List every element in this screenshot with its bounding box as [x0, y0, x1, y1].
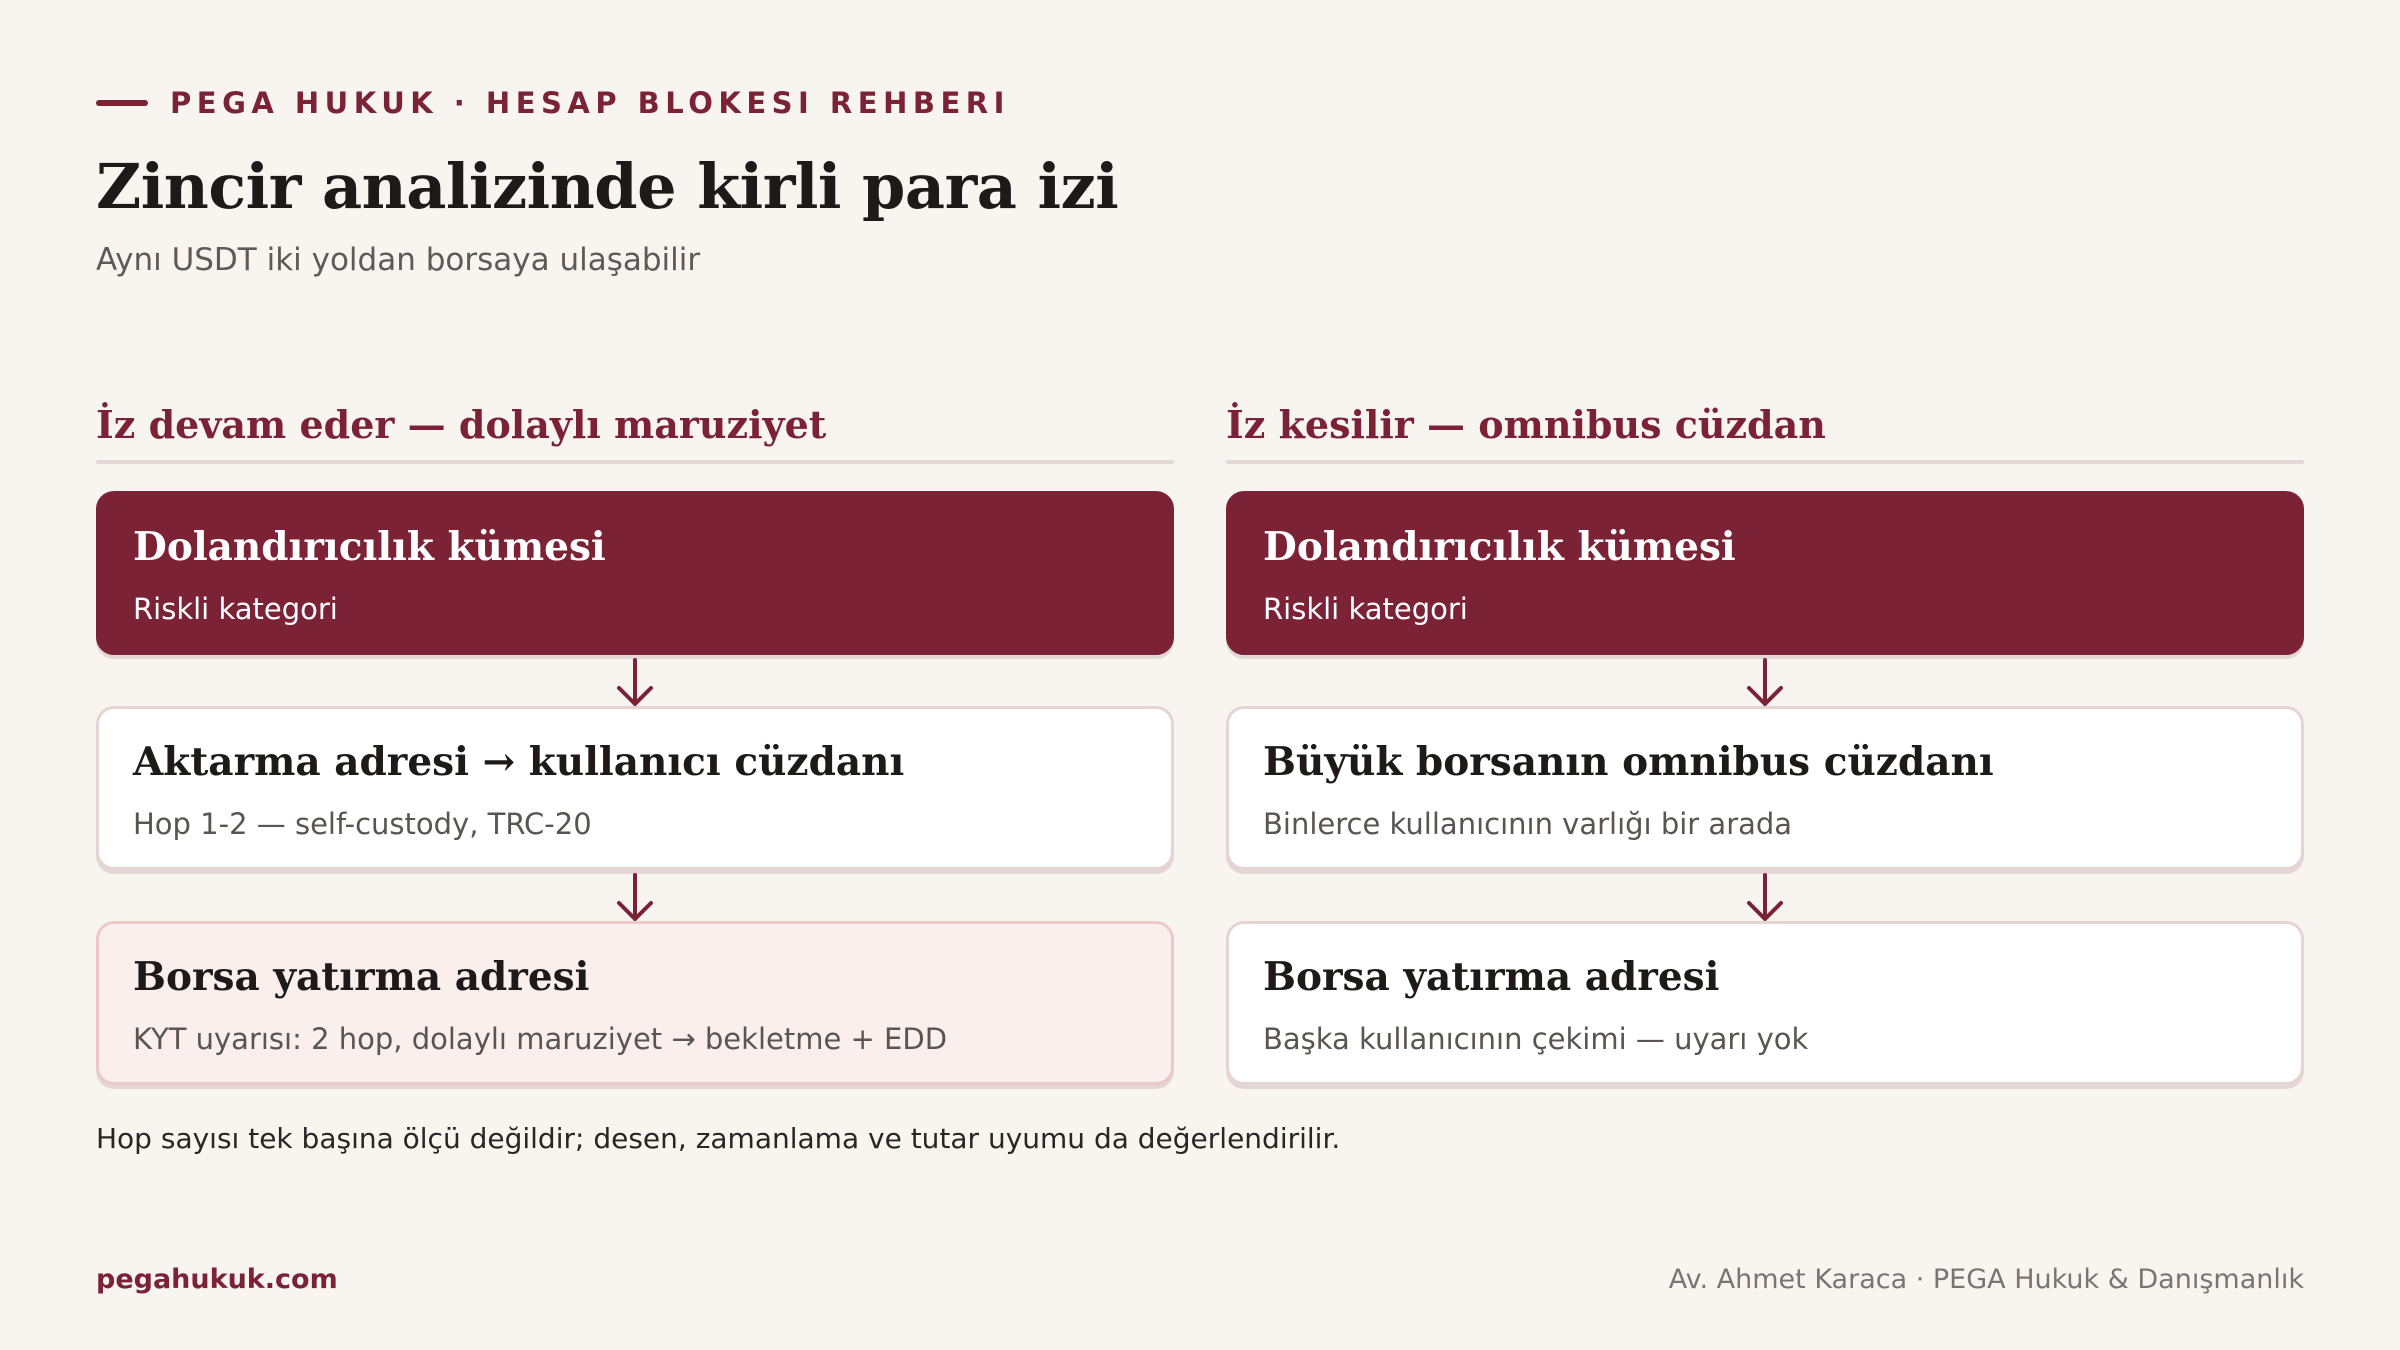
footnote: Hop sayısı tek başına ölçü değildir; desen, zamanlama ve tutar uyumu da değerlendirilir. — [96, 1122, 1341, 1155]
node-title: Aktarma adresi → kullanıcı cüzdanı — [133, 739, 905, 785]
flow-node-exchange-deposit-clean — [1226, 921, 2304, 1085]
arrow-down-icon — [611, 873, 659, 923]
eyebrow-accent-line — [96, 100, 148, 106]
node-title: Borsa yatırma adresi — [133, 954, 590, 1000]
column-heading: İz kesilir — omnibus cüzdan — [1226, 402, 1826, 447]
flow-node-omnibus-wallet — [1226, 706, 2304, 870]
node-subtitle: Hop 1-2 — self-custody, TRC-20 — [133, 807, 592, 841]
column-indirect-exposure — [96, 400, 1174, 1056]
eyebrow-text: PEGA HUKUK · HESAP BLOKESI REHBERI — [170, 86, 1010, 120]
author-credit: Av. Ahmet Karaca · PEGA Hukuk & Danışmanlık — [1668, 1264, 2304, 1295]
node-subtitle: Riskli kategori — [1263, 592, 1468, 626]
arrow-down-icon — [1741, 873, 1789, 923]
column-divider — [1226, 460, 2304, 464]
arrow-down-icon — [611, 658, 659, 708]
node-subtitle: Başka kullanıcının çekimi — uyarı yok — [1263, 1022, 1809, 1056]
flow-node-fraud-cluster — [96, 491, 1174, 655]
flow-node-fraud-cluster — [1226, 491, 2304, 655]
page-subtitle: Aynı USDT iki yoldan borsaya ulaşabilir — [96, 242, 701, 278]
node-title: Borsa yatırma adresi — [1263, 954, 1720, 1000]
column-omnibus-wallet — [1226, 400, 2304, 1056]
arrow-down-icon — [1741, 658, 1789, 708]
page-title: Zincir analizinde kirli para izi — [96, 150, 1119, 223]
eyebrow — [96, 86, 1010, 120]
node-subtitle: Binlerce kullanıcının varlığı bir arada — [1263, 807, 1793, 841]
column-heading: İz devam eder — dolaylı maruziyet — [96, 402, 827, 447]
node-subtitle: KYT uyarısı: 2 hop, dolaylı maruziyet → bekletme + EDD — [133, 1022, 948, 1056]
flow-node-relay-address — [96, 706, 1174, 870]
node-title: Büyük borsanın omnibus cüzdanı — [1263, 739, 1994, 785]
node-title: Dolandırıcılık kümesi — [133, 524, 606, 570]
flow-node-exchange-deposit-flagged — [96, 921, 1174, 1085]
node-subtitle: Riskli kategori — [133, 592, 338, 626]
column-divider — [96, 460, 1174, 464]
website-link[interactable]: pegahukuk.com — [96, 1264, 338, 1295]
node-title: Dolandırıcılık kümesi — [1263, 524, 1736, 570]
